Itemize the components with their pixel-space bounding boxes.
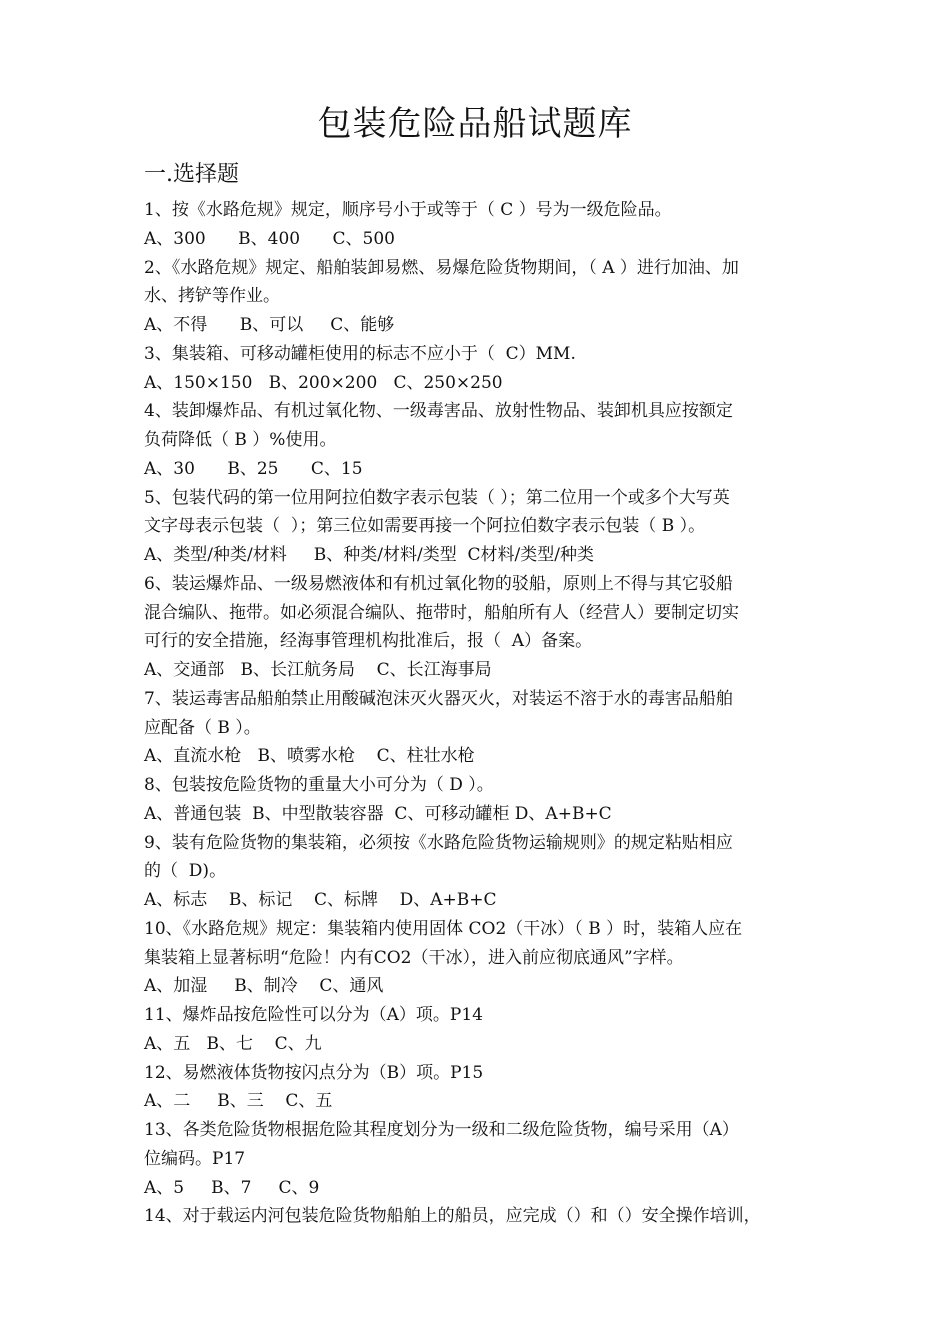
- options-line: A、标志 B、标记 C、标牌 D、A+B+C: [144, 890, 497, 910]
- options-line: A、类型/种类/材料 B、种类/材料/类型 C材料/类型/种类: [144, 545, 594, 565]
- question-line: 4、装卸爆炸品、有机过氧化物、一级毒害品、放射性物品、装卸机具应按额定: [144, 401, 733, 422]
- question-line: 可行的安全措施，经海事管理机构批准后，报（ A）备案。: [144, 631, 593, 652]
- question-line: 6、装运爆炸品、一级易燃液体和有机过氧化物的驳船，原则上不得与其它驳船: [144, 573, 733, 594]
- options-line: A、30 B、25 C、15: [144, 458, 363, 479]
- options-line: A、300 B、400 C、500: [144, 228, 395, 249]
- question-line: 水、拷铲等作业。: [144, 286, 280, 307]
- question-line: 11、爆炸品按危险性可以分为（A）项。P14: [144, 1005, 483, 1025]
- question-line: 3、集装箱、可移动罐柜使用的标志不应小于（ C）MM.: [144, 343, 576, 364]
- question-line: 8、包装按危险货物的重量大小可分为（ D ）。: [144, 775, 494, 795]
- options-line: A、普通包装 B、中型散装容器 C、可移动罐柜 D、A+B+C: [144, 803, 612, 824]
- options-line: A、交通部 B、长江航务局 C、长江海事局: [144, 660, 492, 680]
- question-line: 集装箱上显著标明“危险！内有CO2（干冰），进入前应彻底通风”字样。: [144, 947, 684, 968]
- question-line: 负荷降低（ B ）%使用。: [144, 430, 337, 450]
- question-line: 9、装有危险货物的集装箱，必须按《水路危险货物运输规则》的规定粘贴相应: [144, 832, 733, 853]
- section-heading: 一.选择题: [144, 162, 239, 187]
- options-line: A、加湿 B、制冷 C、通风: [144, 976, 384, 997]
- question-line: 文字母表示包装（ ）；第三位如需要再接一个阿拉伯数字表示包装（ B ）。: [144, 516, 706, 537]
- question-line: 的（ D)。: [144, 861, 227, 882]
- document-title: 包装危险品船试题库: [317, 104, 633, 144]
- question-line: 混合编队、拖带。如必须混合编队、拖带时，船舶所有人（经营人）要制定切实: [144, 602, 739, 623]
- options-line: A、五 B、七 C、九: [144, 1033, 322, 1054]
- question-line: 2、《水路危规》规定、船舶装卸易燃、易爆危险货物期间，（ A ）进行加油、加: [144, 257, 739, 278]
- options-line: A、二 B、三 C、五: [144, 1091, 333, 1112]
- options-line: A、150×150 B、200×200 C、250×250: [144, 372, 503, 393]
- question-line: 12、易燃液体货物按闪点分为（B）项。P15: [144, 1062, 484, 1083]
- options-line: A、5 B、7 C、9: [144, 1177, 320, 1198]
- question-line: 13、各类危险货物根据危险其程度划分为一级和二级危险货物，编号采用（A）: [144, 1120, 739, 1140]
- options-line: A、直流水枪 B、喷雾水枪 C、柱壮水枪: [144, 746, 475, 767]
- question-line: 1、按《水路危规》规定，顺序号小于或等于（ C ）号为一级危险品。: [144, 200, 672, 220]
- question-line: 10、《水路危规》规定：集装箱内使用固体 CO2（干冰）（ B ）时，装箱人应在: [144, 918, 743, 939]
- question-line: 位编码。P17: [144, 1148, 246, 1169]
- question-list: [144, 196, 810, 1231]
- options-line: A、不得 B、可以 C、能够: [144, 315, 395, 335]
- question-line: 7、装运毒害品船舶禁止用酸碱泡沫灭火器灭火，对装运不溶于水的毒害品船舶: [144, 688, 733, 709]
- question-line: 应配备（ B ）。: [144, 717, 261, 738]
- question-line: 5、包装代码的第一位用阿拉伯数字表示包装（ ）；第二位用一个或多个大写英: [144, 487, 730, 508]
- question-line: 14、对于载运内河包装危险货物船舶上的船员，应完成（）和（）安全操作培训，: [144, 1206, 761, 1227]
